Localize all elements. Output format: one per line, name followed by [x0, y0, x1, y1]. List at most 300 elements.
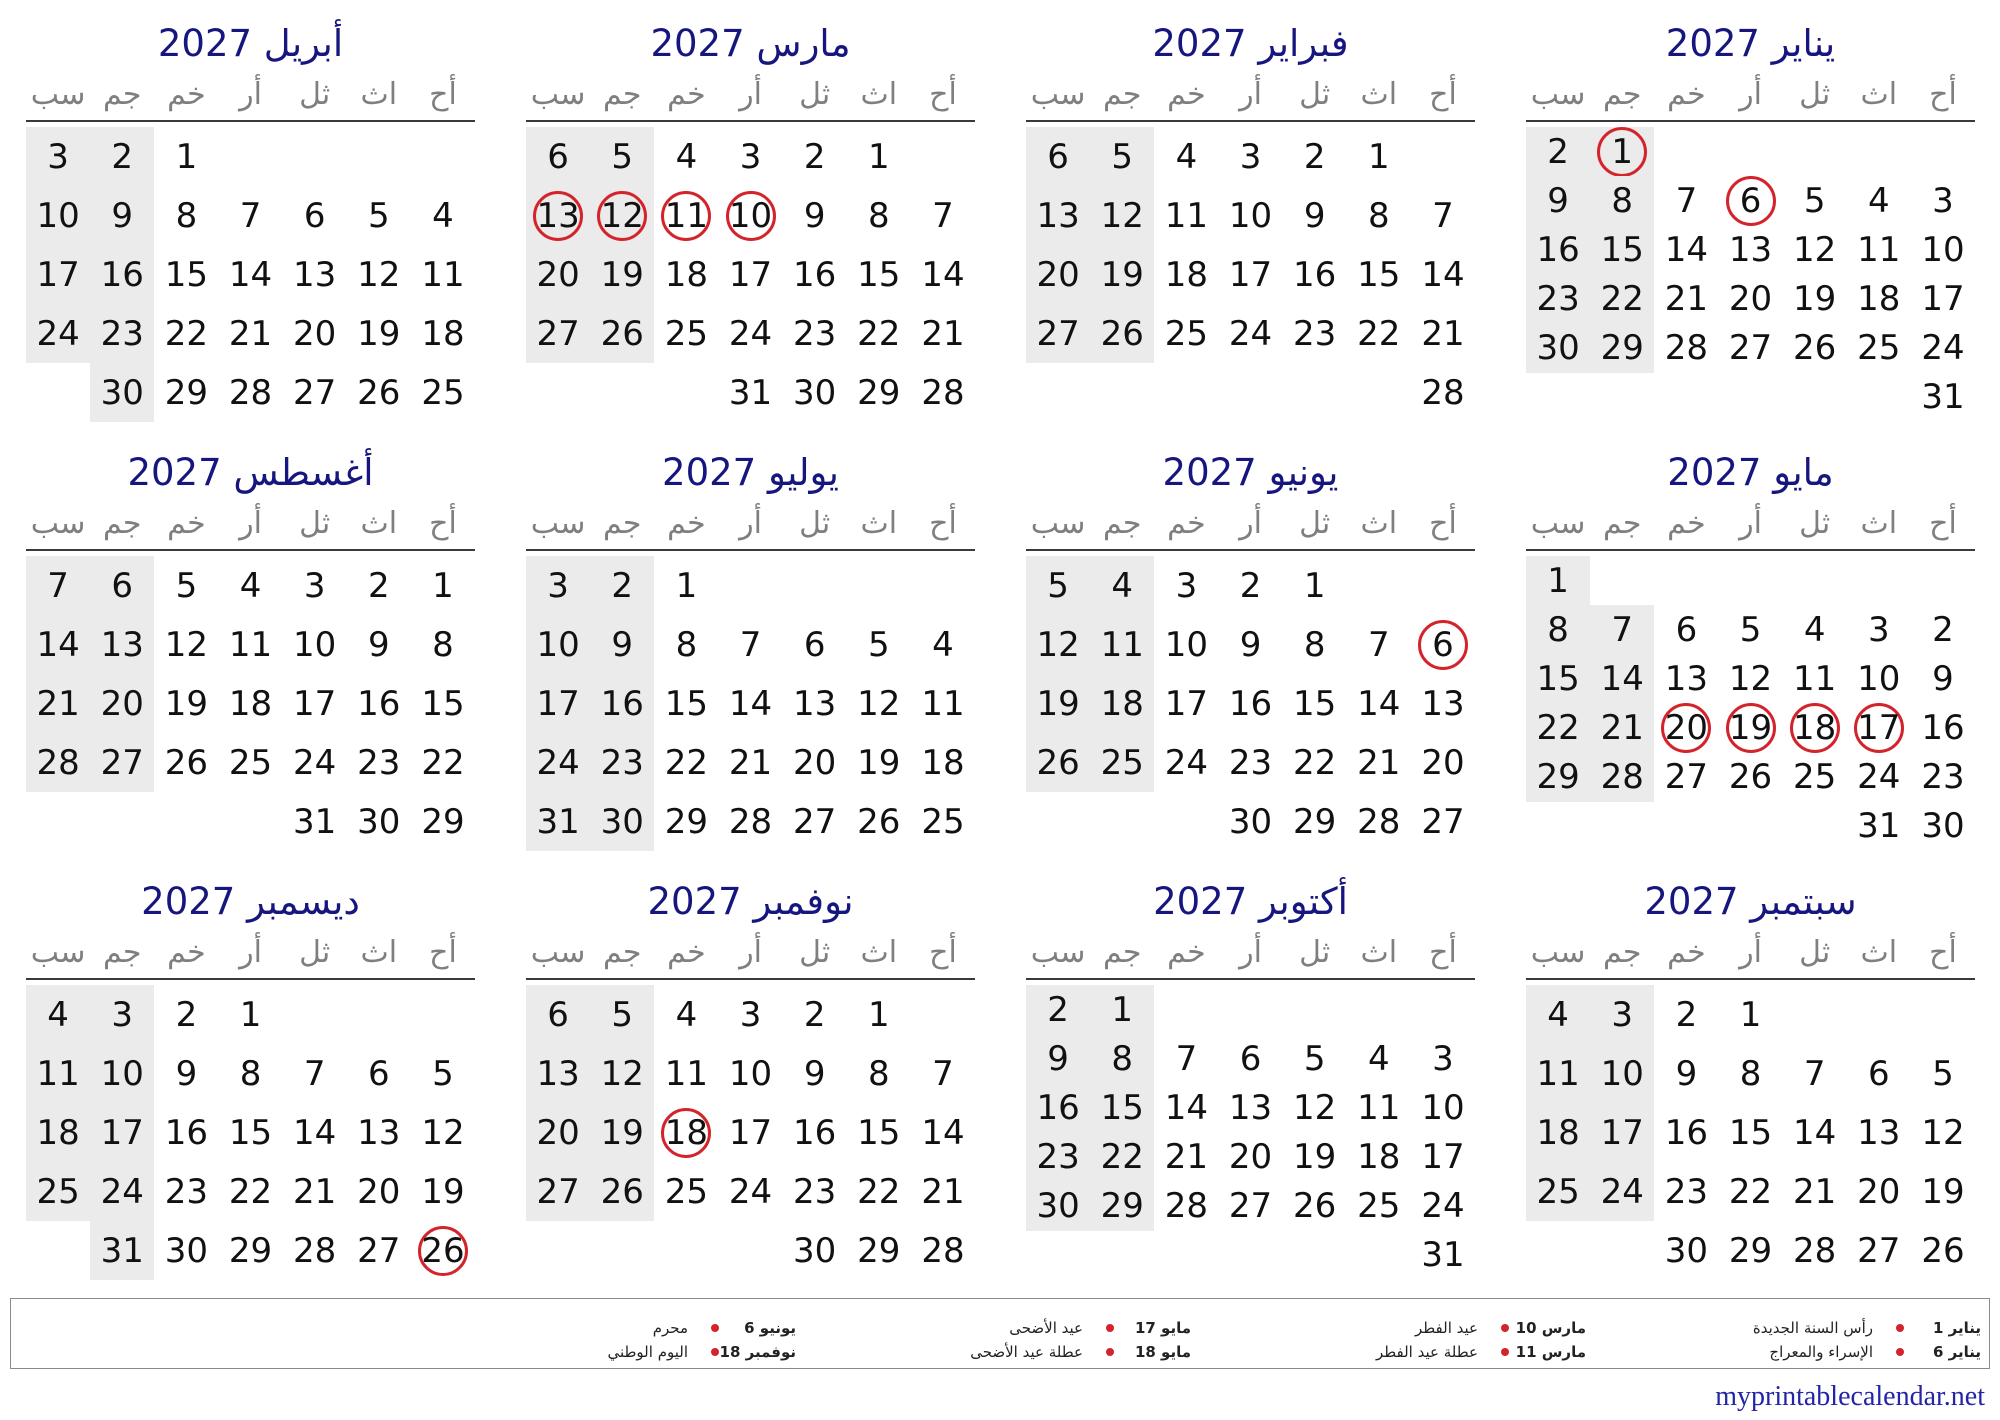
empty-day-cell	[1911, 985, 1975, 1044]
day-cell	[847, 674, 911, 733]
day-number: 29	[1536, 757, 1580, 798]
empty-day-cell	[783, 556, 847, 615]
day-number: 24	[1421, 1186, 1465, 1227]
weekday-label: سب	[1030, 506, 1086, 541]
week-row	[526, 792, 975, 851]
day-number: 27	[357, 1230, 401, 1271]
day-number: 11	[921, 683, 965, 724]
day-number: 6	[303, 195, 326, 236]
day-cell	[1590, 127, 1654, 176]
day-cell	[218, 615, 282, 674]
legend-item	[1191, 1340, 1586, 1364]
weekday-header	[1526, 928, 1975, 980]
day-number: 19	[1921, 1171, 1965, 1212]
month-block	[1526, 18, 1975, 422]
weekday-label: اث	[360, 77, 398, 112]
weekday-label: اث	[860, 77, 898, 112]
day-number: 24	[1857, 757, 1901, 798]
holiday-circled-day: 19	[1726, 703, 1776, 753]
day-number: 24	[1228, 313, 1273, 354]
day-number: 18	[921, 742, 965, 783]
day-cell	[526, 245, 590, 304]
holiday-circled-day: 13	[533, 191, 583, 241]
day-cell	[26, 127, 90, 186]
day-number: 14	[1664, 229, 1709, 270]
day-cell	[411, 1044, 475, 1103]
empty-day-cell	[1154, 985, 1218, 1034]
day-cell	[718, 674, 782, 733]
day-cell	[654, 186, 718, 245]
empty-day-cell	[1526, 802, 1590, 851]
day-cell	[590, 615, 654, 674]
day-cell	[347, 186, 411, 245]
day-cell	[218, 1103, 282, 1162]
month-title: أكتوبر 2027	[1153, 880, 1348, 923]
day-cell	[847, 1044, 911, 1103]
day-number: 8	[1547, 609, 1569, 650]
day-cell	[90, 556, 154, 615]
day-cell	[411, 1221, 475, 1280]
legend-date: يونيو 6	[744, 1319, 796, 1337]
day-number: 1	[432, 565, 454, 606]
day-cell	[783, 792, 847, 851]
day-number: 9	[111, 195, 134, 236]
day-number: 15	[664, 683, 709, 724]
week-row	[26, 186, 475, 245]
day-number: 25	[1536, 1171, 1580, 1212]
day-number: 17	[1921, 279, 1965, 320]
day-cell	[1847, 275, 1911, 324]
day-cell	[783, 674, 847, 733]
day-number: 23	[100, 313, 144, 354]
legend-grid	[401, 1316, 1981, 1364]
day-cell	[1654, 324, 1718, 373]
day-cell	[1590, 654, 1654, 703]
week-row	[26, 245, 475, 304]
week-row	[1026, 363, 1475, 422]
day-number: 18	[1857, 279, 1901, 320]
day-cell	[1090, 1083, 1154, 1132]
week-row	[1026, 1231, 1475, 1280]
day-number: 30	[1664, 1230, 1709, 1271]
day-number: 1	[1367, 136, 1390, 177]
day-number: 31	[293, 801, 337, 842]
day-cell	[1283, 1034, 1347, 1083]
day-cell	[847, 186, 911, 245]
empty-day-cell	[1590, 1221, 1654, 1280]
day-cell	[347, 615, 411, 674]
day-number: 27	[293, 372, 337, 413]
day-number: 5	[867, 624, 890, 665]
weekday-label: أح	[1429, 77, 1457, 112]
empty-day-cell	[1654, 556, 1718, 605]
day-cell	[526, 127, 590, 186]
day-cell	[1590, 1103, 1654, 1162]
day-number: 28	[1421, 372, 1465, 413]
weekday-label: جم	[1602, 77, 1642, 112]
day-number: 20	[793, 742, 837, 783]
day-cell	[1026, 985, 1090, 1034]
day-number: 13	[357, 1112, 401, 1153]
day-number: 23	[357, 742, 401, 783]
week-row	[1026, 792, 1475, 851]
day-number: 24	[100, 1171, 144, 1212]
day-number: 26	[1793, 328, 1837, 369]
day-cell	[1347, 127, 1411, 186]
day-cell	[1718, 176, 1782, 225]
weekday-label: أر	[1239, 506, 1262, 541]
day-cell	[718, 127, 782, 186]
day-cell	[1090, 556, 1154, 615]
empty-day-cell	[718, 1221, 782, 1280]
empty-day-cell	[1847, 985, 1911, 1044]
day-cell	[283, 186, 347, 245]
month-title: مارس 2027	[650, 22, 851, 65]
day-cell	[1347, 304, 1411, 363]
day-number: 5	[432, 1053, 454, 1094]
weekday-label: أح	[929, 77, 957, 112]
day-cell	[847, 792, 911, 851]
day-number: 16	[1293, 254, 1337, 295]
empty-day-cell	[1026, 792, 1090, 851]
day-number: 2	[1047, 989, 1069, 1030]
day-cell	[1090, 1182, 1154, 1231]
empty-day-cell	[718, 556, 782, 615]
day-number: 14	[921, 254, 965, 295]
red-dot-icon	[708, 1316, 722, 1340]
day-number: 30	[793, 1230, 837, 1271]
weekday-header	[1026, 70, 1475, 122]
day-cell	[590, 127, 654, 186]
day-cell	[1411, 1133, 1475, 1182]
day-cell	[526, 1162, 590, 1221]
weekday-label: جم	[102, 506, 142, 541]
empty-day-cell	[26, 1221, 90, 1280]
month-block	[1026, 18, 1475, 422]
day-number: 3	[1867, 609, 1890, 650]
day-number: 28	[921, 372, 965, 413]
week-row	[526, 1162, 975, 1221]
day-cell	[590, 1162, 654, 1221]
empty-day-cell	[1590, 802, 1654, 851]
day-number: 8	[1303, 624, 1326, 665]
day-number: 12	[421, 1112, 465, 1153]
day-cell	[847, 733, 911, 792]
weekday-label: اث	[360, 506, 398, 541]
day-cell	[526, 1044, 590, 1103]
day-cell	[911, 792, 975, 851]
days-grid	[526, 985, 975, 1280]
day-cell	[154, 304, 218, 363]
day-number: 2	[611, 565, 634, 606]
day-cell	[218, 733, 282, 792]
day-cell	[1218, 245, 1282, 304]
weekday-label: اث	[860, 935, 898, 970]
day-number: 10	[536, 624, 580, 665]
day-number: 26	[1100, 313, 1144, 354]
day-cell	[347, 245, 411, 304]
day-cell	[1847, 225, 1911, 274]
day-number: 5	[611, 994, 634, 1035]
day-cell	[1090, 615, 1154, 674]
day-cell	[718, 363, 782, 422]
day-cell	[283, 1162, 347, 1221]
day-number: 30	[164, 1230, 209, 1271]
day-cell	[718, 186, 782, 245]
weekday-label: جم	[1602, 935, 1642, 970]
day-cell	[1218, 186, 1282, 245]
weekday-label: أر	[1239, 77, 1262, 112]
weekday-label: أر	[739, 77, 762, 112]
day-cell	[1154, 674, 1218, 733]
day-cell	[1718, 704, 1782, 753]
day-cell	[1218, 615, 1282, 674]
day-number: 30	[100, 372, 144, 413]
day-number: 28	[1664, 328, 1709, 369]
day-number: 19	[600, 254, 644, 295]
day-number: 17	[1600, 1112, 1644, 1153]
weekday-label: سب	[530, 77, 586, 112]
day-cell	[1026, 1083, 1090, 1132]
day-cell	[1654, 605, 1718, 654]
day-cell	[1283, 127, 1347, 186]
empty-day-cell	[1154, 792, 1218, 851]
day-cell	[1283, 245, 1347, 304]
day-number: 3	[1932, 180, 1954, 221]
day-number: 15	[857, 1112, 901, 1153]
holiday-circled-day: 6	[1418, 620, 1468, 670]
day-cell	[411, 186, 475, 245]
day-cell	[1090, 245, 1154, 304]
empty-day-cell	[1154, 363, 1218, 422]
day-number: 30	[1921, 806, 1965, 847]
day-cell	[1847, 802, 1911, 851]
day-number: 13	[100, 624, 144, 665]
day-cell	[411, 245, 475, 304]
day-number: 21	[921, 313, 965, 354]
day-cell	[1026, 733, 1090, 792]
day-number: 15	[228, 1112, 273, 1153]
day-number: 12	[1293, 1087, 1337, 1128]
week-row	[1526, 802, 1975, 851]
day-number: 27	[1421, 801, 1465, 842]
day-number: 12	[1793, 229, 1837, 270]
day-number: 17	[1164, 683, 1209, 724]
legend-date: مايو 18	[1134, 1343, 1191, 1361]
day-cell	[218, 1044, 282, 1103]
day-cell	[590, 733, 654, 792]
day-cell	[1154, 615, 1218, 674]
empty-day-cell	[1590, 373, 1654, 422]
holiday-circled-day: 10	[726, 191, 776, 241]
weekday-label: اث	[1360, 506, 1398, 541]
day-number: 3	[1432, 1038, 1454, 1079]
week-row	[26, 1103, 475, 1162]
empty-day-cell	[26, 792, 90, 851]
week-row	[1026, 985, 1475, 1034]
day-cell	[1026, 127, 1090, 186]
day-cell	[1526, 605, 1590, 654]
day-number: 11	[664, 1053, 709, 1094]
day-cell	[1526, 556, 1590, 605]
week-row	[1526, 275, 1975, 324]
day-cell	[1218, 556, 1282, 615]
day-cell	[847, 363, 911, 422]
day-number: 1	[867, 136, 890, 177]
empty-day-cell	[1218, 363, 1282, 422]
day-cell	[1154, 186, 1218, 245]
week-row	[26, 1044, 475, 1103]
day-number: 10	[36, 195, 80, 236]
day-number: 7	[932, 195, 954, 236]
legend-date: مارس 11	[1515, 1343, 1586, 1361]
day-number: 6	[1047, 136, 1069, 177]
day-number: 9	[1047, 1038, 1069, 1079]
day-number: 4	[1867, 180, 1890, 221]
day-number: 11	[1357, 1087, 1401, 1128]
empty-day-cell	[90, 792, 154, 851]
day-cell	[1411, 363, 1475, 422]
day-number: 2	[1239, 565, 1262, 606]
empty-day-cell	[1283, 985, 1347, 1034]
day-cell	[1847, 324, 1911, 373]
day-number: 22	[857, 1171, 901, 1212]
week-row	[1526, 1044, 1975, 1103]
day-number: 23	[164, 1171, 209, 1212]
month-title: ديسمبر 2027	[141, 880, 360, 923]
day-cell	[654, 733, 718, 792]
empty-day-cell	[590, 363, 654, 422]
day-number: 4	[1547, 994, 1569, 1035]
day-cell	[1590, 704, 1654, 753]
week-row	[1526, 127, 1975, 176]
empty-day-cell	[1718, 802, 1782, 851]
day-cell	[1590, 1162, 1654, 1221]
day-number: 29	[164, 372, 209, 413]
days-grid	[1526, 556, 1975, 851]
day-number: 27	[1664, 757, 1709, 798]
weekday-label: سب	[30, 935, 86, 970]
day-cell	[1847, 1221, 1911, 1280]
day-number: 25	[1164, 313, 1209, 354]
week-row	[526, 186, 975, 245]
day-number: 11	[1536, 1053, 1580, 1094]
day-cell	[411, 792, 475, 851]
day-cell	[847, 304, 911, 363]
day-number: 7	[239, 195, 262, 236]
day-cell	[1090, 127, 1154, 186]
day-number: 10	[1228, 195, 1273, 236]
day-number: 28	[1357, 801, 1401, 842]
empty-day-cell	[911, 985, 975, 1044]
week-row	[1526, 1221, 1975, 1280]
weekday-label: ثل	[1299, 506, 1331, 541]
day-number: 30	[600, 801, 644, 842]
day-number: 9	[803, 195, 826, 236]
day-cell	[1411, 304, 1475, 363]
day-cell	[1411, 1182, 1475, 1231]
day-cell	[1283, 733, 1347, 792]
day-number: 28	[228, 372, 273, 413]
weekday-label: اث	[360, 935, 398, 970]
weekday-label: اث	[1860, 506, 1898, 541]
day-cell	[783, 733, 847, 792]
empty-day-cell	[283, 127, 347, 186]
weekday-header	[1026, 499, 1475, 551]
day-cell	[1783, 605, 1847, 654]
week-row	[1526, 753, 1975, 802]
day-cell	[1654, 176, 1718, 225]
day-number: 6	[1239, 1038, 1262, 1079]
day-cell	[1783, 176, 1847, 225]
day-cell	[1718, 1103, 1782, 1162]
day-number: 8	[675, 624, 698, 665]
holiday-circled-day: 17	[1854, 703, 1904, 753]
day-cell	[154, 674, 218, 733]
day-cell	[1411, 615, 1475, 674]
weekday-label: جم	[602, 506, 642, 541]
month-block	[1526, 447, 1975, 851]
empty-day-cell	[590, 1221, 654, 1280]
day-number: 8	[175, 195, 198, 236]
day-cell	[26, 733, 90, 792]
day-number: 30	[1536, 328, 1580, 369]
day-number: 25	[1857, 328, 1901, 369]
empty-day-cell	[1026, 1231, 1090, 1280]
day-number: 24	[1164, 742, 1209, 783]
day-cell	[526, 1103, 590, 1162]
day-cell	[154, 1162, 218, 1221]
day-number: 11	[228, 624, 273, 665]
month-title: نوفمبر 2027	[647, 880, 854, 923]
day-number: 2	[175, 994, 198, 1035]
day-number: 12	[1728, 658, 1773, 699]
day-cell	[654, 1162, 718, 1221]
legend-item	[1191, 1316, 1586, 1340]
day-number: 7	[1367, 624, 1390, 665]
day-cell	[26, 985, 90, 1044]
day-number: 23	[600, 742, 644, 783]
day-number: 4	[432, 195, 454, 236]
day-number: 14	[1357, 683, 1401, 724]
day-number: 8	[1111, 1038, 1134, 1079]
day-cell	[1654, 1103, 1718, 1162]
weekday-label: اث	[1860, 935, 1898, 970]
day-number: 20	[357, 1171, 401, 1212]
weekday-label: ثل	[299, 935, 331, 970]
day-cell	[1090, 674, 1154, 733]
day-number: 21	[1164, 1137, 1209, 1178]
legend-date: مارس 10	[1515, 1319, 1586, 1337]
day-cell	[847, 127, 911, 186]
day-cell	[154, 127, 218, 186]
day-number: 28	[728, 801, 773, 842]
empty-day-cell	[1526, 1221, 1590, 1280]
day-cell	[1911, 605, 1975, 654]
day-number: 31	[1857, 806, 1901, 847]
day-cell	[154, 186, 218, 245]
day-cell	[783, 1044, 847, 1103]
day-cell	[411, 1103, 475, 1162]
day-cell	[90, 1221, 154, 1280]
day-cell	[1218, 1034, 1282, 1083]
empty-day-cell	[1718, 556, 1782, 605]
day-number: 20	[1228, 1137, 1273, 1178]
day-cell	[590, 245, 654, 304]
day-number: 29	[664, 801, 709, 842]
day-cell	[1783, 704, 1847, 753]
day-number: 18	[1536, 1112, 1580, 1153]
